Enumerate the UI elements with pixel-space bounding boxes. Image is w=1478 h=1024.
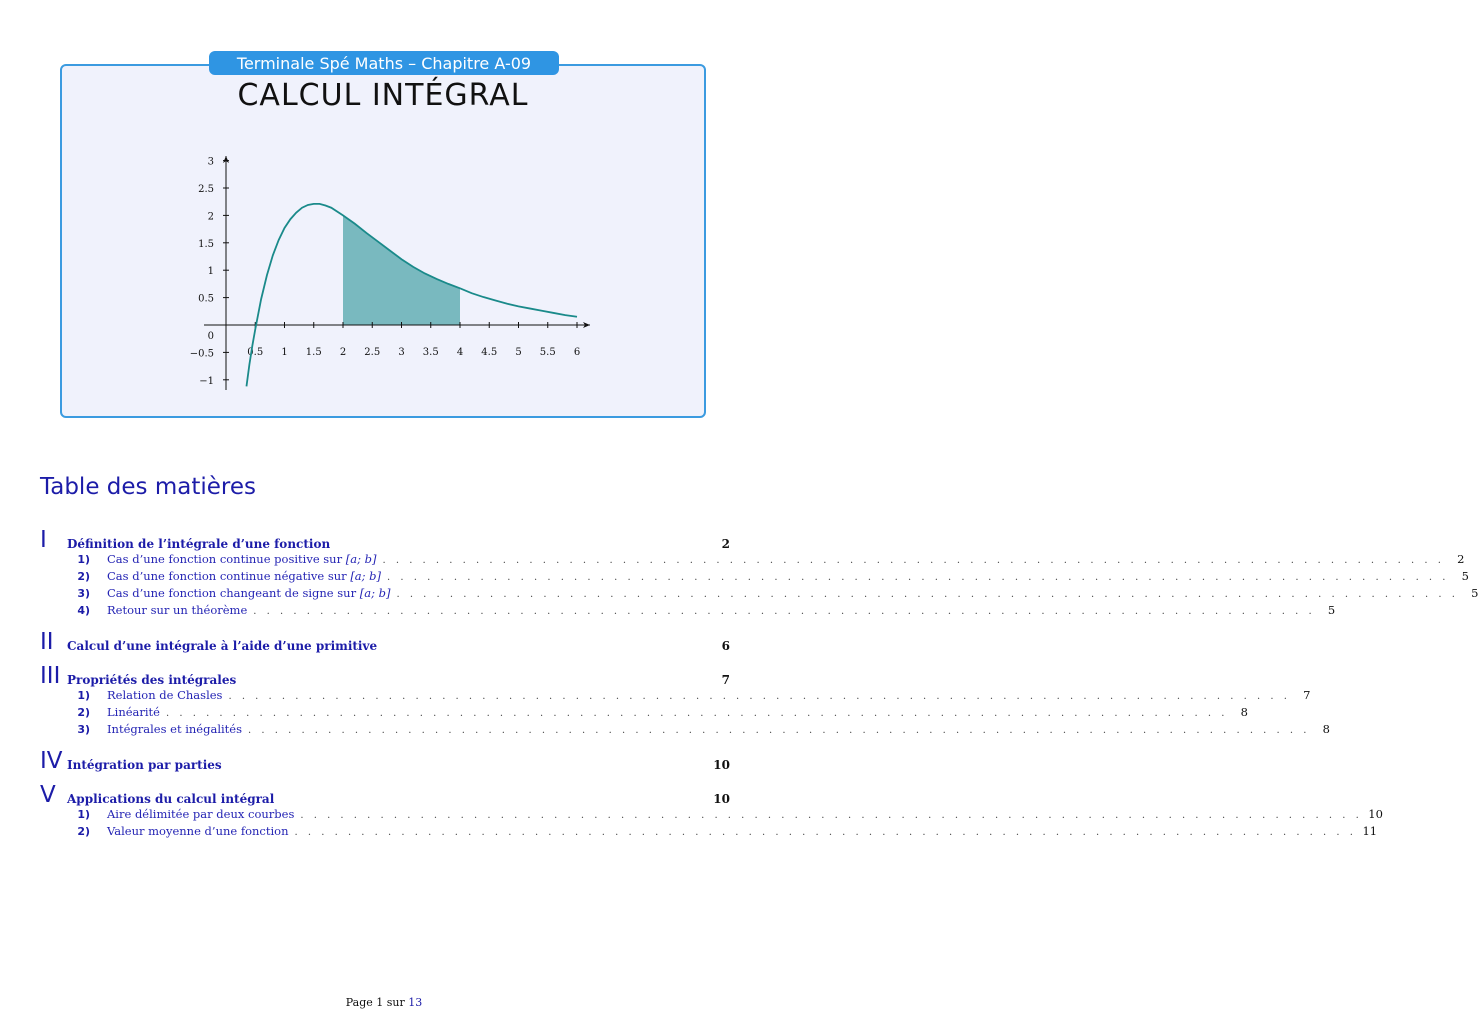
part-page: 7: [721, 673, 730, 687]
toc-heading: Table des matières: [40, 474, 256, 500]
subsection-title[interactable]: [90, 569, 381, 583]
part-page: 10: [713, 758, 730, 772]
part-title[interactable]: Définition de l’intégrale d’une fonction: [67, 537, 331, 551]
subsection-math: [a; b]: [345, 552, 377, 566]
subsection-math: [a; b]: [350, 569, 382, 583]
x-tick-label: 3.5: [422, 347, 439, 358]
y-tick-label: 2: [207, 211, 214, 223]
toc-part-5[interactable]: [40, 782, 730, 808]
x-tick-label: 5.5: [539, 347, 556, 358]
toc-subsection[interactable]: [40, 552, 1465, 569]
subsection-number: 1): [77, 808, 90, 821]
subsection-page: 5: [1471, 586, 1478, 600]
part-page: 2: [721, 537, 730, 551]
toc-subsection[interactable]: [40, 705, 1248, 722]
subsection-page: 5: [1461, 569, 1469, 583]
subsection-title[interactable]: [90, 824, 289, 838]
part-number: III: [40, 663, 61, 689]
subsection-page: 8: [1240, 705, 1248, 719]
part-page: 6: [721, 639, 730, 653]
part-number: IV: [40, 748, 63, 774]
x-tick-label: 4.5: [481, 347, 498, 358]
x-tick-label: 1: [281, 347, 288, 358]
y-tick-label: 0.5: [198, 293, 214, 305]
chapter-tag: Terminale Spé Maths – Chapitre A-09: [209, 51, 559, 75]
toc-subsection[interactable]: [40, 586, 1478, 603]
subsection-title[interactable]: [90, 603, 247, 617]
subsection-title-text: Aire délimitée par deux courbes: [107, 807, 295, 821]
subsection-title[interactable]: [90, 705, 160, 719]
y-tick-label: 1: [207, 266, 214, 278]
part-title[interactable]: Calcul d’une intégrale à l’aide d’une primitive: [67, 639, 378, 653]
subsection-number: 1): [77, 689, 90, 702]
subsection-page: 8: [1322, 722, 1330, 736]
subsection-title[interactable]: [90, 688, 222, 702]
y-tick-label: 1.5: [198, 238, 214, 250]
page-title: CALCUL INTÉGRAL: [237, 78, 529, 113]
x-tick-label: 1.5: [305, 347, 322, 358]
subsection-title-text: Retour sur un théorème: [107, 603, 248, 617]
dot-leader: . . . . . . . . . . . . . . . . . . . . . . . . . . . . . . . . . . . . . . . . . . . . . . . . . . . . . . . . . . . . . . . . . . . . . . . . . . . . . . . .: [166, 708, 1228, 719]
subsection-page: 7: [1303, 688, 1311, 702]
toc-part-4[interactable]: [40, 748, 730, 774]
toc-part-3[interactable]: [40, 663, 730, 689]
part-number: V: [40, 782, 56, 808]
x-tick-label: 2.5: [364, 347, 381, 358]
dot-leader: . . . . . . . . . . . . . . . . . . . . . . . . . . . . . . . . . . . . . . . . . . . . . . . . . . . . . . . . . . . . . . . . . . . . . . . . . . . . . . . .: [228, 691, 1291, 702]
x-tick-label: 2: [339, 347, 347, 358]
dot-leader: . . . . . . . . . . . . . . . . . . . . . . . . . . . . . . . . . . . . . . . . . . . . . . . . . . . . . . . . . . . . . . . . . . . . . . . . . . . . . . . .: [248, 725, 1310, 736]
toc-subsection[interactable]: [40, 807, 1383, 824]
subsection-title-text: Cas d’une fonction changeant de signe sur: [107, 586, 360, 600]
subsection-number: 1): [77, 553, 90, 566]
toc-subsection[interactable]: [40, 569, 1469, 586]
dot-leader: . . . . . . . . . . . . . . . . . . . . . . . . . . . . . . . . . . . . . . . . . . . . . . . . . . . . . . . . . . . . . . . . . . . . . . . . . . . . . . . .: [253, 606, 1316, 617]
subsection-number: 2): [77, 570, 90, 583]
subsection-number: 3): [77, 723, 90, 736]
part-number: I: [40, 527, 47, 553]
table-of-contents: [40, 527, 1478, 841]
toc-part-2[interactable]: [40, 629, 730, 655]
x-tick-label: 5: [515, 347, 522, 358]
subsection-page: 11: [1362, 824, 1378, 838]
part-page: 10: [713, 792, 730, 806]
x-tick-label: 3: [398, 347, 405, 358]
subsection-number: 4): [77, 604, 90, 617]
dot-leader: . . . . . . . . . . . . . . . . . . . . . . . . . . . . . . . . . . . . . . . . . . . . . . . . . . . . . . . . . . . . . . . . . . . . . . . . . . . . . . . .: [294, 827, 1357, 838]
part-title[interactable]: Propriétés des intégrales: [67, 673, 237, 687]
toc-subsection[interactable]: [40, 688, 1311, 705]
page-footer: [0, 996, 768, 1009]
toc-subsection[interactable]: [40, 603, 1336, 620]
dot-leader: . . . . . . . . . . . . . . . . . . . . . . . . . . . . . . . . . . . . . . . . . . . . . . . . . . . . . . . . . . . . . . . . . . . . . . . . . . . . . . . .: [382, 555, 1445, 566]
toc-part-1[interactable]: [40, 527, 730, 553]
subsection-number: 2): [77, 825, 90, 838]
subsection-title-text: Cas d’une fonction continue négative sur: [107, 569, 351, 583]
subsection-title[interactable]: [90, 722, 242, 736]
y-tick-label: 2.5: [198, 184, 214, 195]
y-tick-label: 0: [207, 331, 214, 342]
toc-subsection[interactable]: [40, 722, 1330, 739]
subsection-title[interactable]: [90, 552, 376, 566]
shaded-area: [343, 215, 460, 325]
subsection-page: 5: [1327, 603, 1336, 617]
x-tick-label: 4: [456, 347, 464, 358]
x-tick-label: 0.5: [247, 347, 264, 358]
integral-chart: [190, 150, 600, 402]
toc-subsection[interactable]: [40, 824, 1378, 841]
subsection-title-text: Linéarité: [107, 705, 160, 719]
subsection-number: 2): [77, 706, 90, 719]
y-tick-label: 3: [207, 156, 214, 168]
dot-leader: . . . . . . . . . . . . . . . . . . . . . . . . . . . . . . . . . . . . . . . . . . . . . . . . . . . . . . . . . . . . . . . . . . . . . . . . . . . . . . . .: [396, 589, 1459, 600]
part-title[interactable]: Intégration par parties: [67, 758, 222, 772]
subsection-title[interactable]: [90, 807, 294, 821]
footer-total-pages[interactable]: 13: [408, 996, 423, 1009]
subsection-title-text: Cas d’une fonction continue positive sur: [107, 552, 346, 566]
subsection-page: 2: [1457, 552, 1465, 566]
subsection-number: 3): [77, 587, 90, 600]
subsection-title-text: Relation de Chasles: [107, 688, 223, 702]
y-tick-label: −0.5: [189, 348, 214, 360]
x-tick-label: 6: [573, 347, 581, 358]
dot-leader: . . . . . . . . . . . . . . . . . . . . . . . . . . . . . . . . . . . . . . . . . . . . . . . . . . . . . . . . . . . . . . . . . . . . . . . . . . . . . . . .: [387, 572, 1449, 583]
part-number: II: [40, 629, 54, 655]
part-title[interactable]: Applications du calcul intégral: [67, 792, 275, 806]
subsection-title[interactable]: [90, 586, 390, 600]
subsection-math: [a; b]: [359, 586, 391, 600]
subsection-title-text: Valeur moyenne d’une fonction: [107, 824, 289, 838]
dot-leader: . . . . . . . . . . . . . . . . . . . . . . . . . . . . . . . . . . . . . . . . . . . . . . . . . . . . . . . . . . . . . . . . . . . . . . . . . . . . . . . .: [300, 810, 1363, 821]
subsection-page: 10: [1368, 807, 1383, 821]
y-tick-label: −1: [199, 375, 214, 387]
subsection-title-text: Intégrales et inégalités: [107, 722, 243, 736]
footer-prefix: Page 1 sur: [345, 996, 405, 1009]
